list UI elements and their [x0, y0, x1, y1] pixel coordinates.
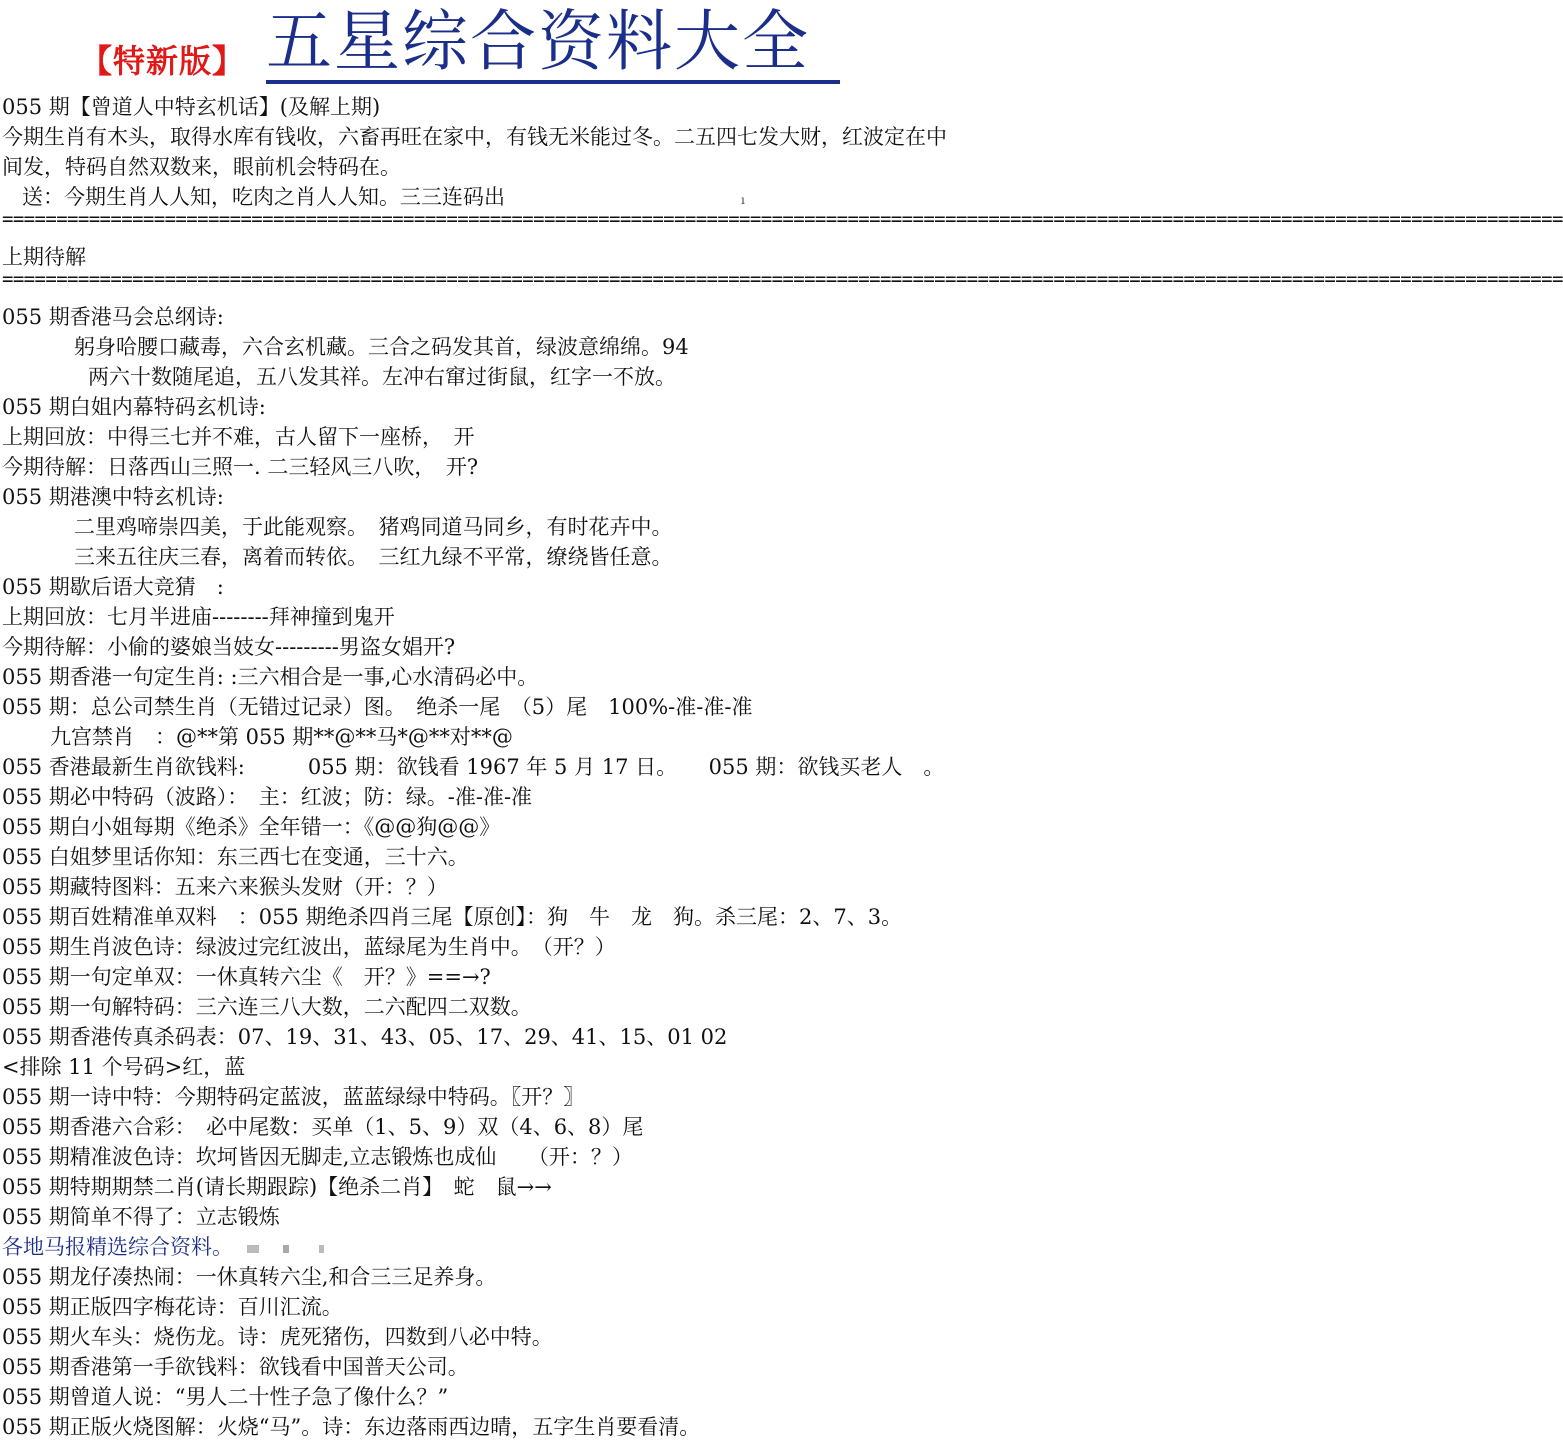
text-line: 055 期白姐内幕特码玄机诗: — [2, 395, 266, 419]
separator-line: ================================================================================================================================================ — [2, 208, 1563, 230]
text-line: 055 期精准波色诗：坎坷皆因无脚走,立志锻炼也成仙 （开：？） — [2, 1145, 633, 1169]
text-line: 055 期正版火烧图解：火烧“马”。诗：东边落雨西边晴，五字生肖要看清。 — [2, 1415, 701, 1439]
text-line: 055 期特期期禁二肖(请长期跟踪)【绝杀二肖】 蛇 鼠→→ — [2, 1175, 552, 1199]
text-line: 055 期白小姐每期《绝杀》全年错一：《@@狗@@》 — [2, 815, 501, 839]
poem-line: 两六十数随尾追，五八发其祥。左冲右窜过街鼠，红字一不放。 — [88, 365, 676, 389]
section-heading-text: 各地马报精选综合资料。 — [2, 1235, 233, 1259]
text-line: 055 期香港传真杀码表：07、19、31、43、05、17、29、41、15、01 02 — [2, 1025, 728, 1049]
edition-label: 【特新版】 — [80, 42, 246, 80]
text-line: 055 期龙仔凑热闹：一休真转六尘,和合三三足养身。 — [2, 1265, 497, 1289]
text-line: 055 期简单不得了：立志锻炼 — [2, 1205, 280, 1229]
text-line: 055 期香港六合彩： 必中尾数：买单（1、5、9）双（4、6、8）尾 — [2, 1115, 644, 1139]
text-line: 055 期正版四字梅花诗：百川汇流。 — [2, 1295, 343, 1319]
poem-line: 二里鸡啼崇四美，于此能观察。 猪鸡同道马同乡，有时花卉中。 — [74, 515, 673, 539]
text-line: 055 期港澳中特玄机诗: — [2, 485, 224, 509]
poem-line: 躬身哈腰口藏毒，六合玄机藏。三合之码发其首，绿波意绵绵。94 — [74, 335, 689, 359]
text-line: <排除 11 个号码>红，蓝 — [2, 1055, 246, 1079]
text-line: 055 期香港马会总纲诗: — [2, 305, 224, 329]
text-line-content: 送：今期生肖人人知，吃肉之肖人人知。三三连码出 — [22, 185, 505, 209]
header — [0, 0, 967, 92]
text-line: 055 期一诗中特：今期特码定蓝波，蓝蓝绿绿中特码。〖开？〗 — [2, 1085, 585, 1109]
text-line: 055 期曾道人说：“男人二十性子急了像什么？” — [2, 1385, 449, 1409]
scan-smudge — [247, 1245, 367, 1253]
text-line: 055 期歇后语大竞猜 : — [2, 575, 224, 599]
text-line: 上期回放：七月半进庙--------拜神撞到鬼开 — [2, 605, 395, 629]
stray-mark: ı — [741, 193, 745, 207]
section-heading: 上期待解 — [2, 245, 86, 269]
separator-line: ================================================================================================================================================ — [2, 268, 1563, 290]
text-line: 055 期火车头：烧伤龙。诗：虎死猪伤，四数到八必中特。 — [2, 1325, 553, 1349]
text-line: 055 期生肖波色诗：绿波过完红波出，蓝绿尾为生肖中。 （开？） — [2, 935, 616, 959]
text-line: 055 期一句解特码：三六连三八大数，二六配四二双数。 — [2, 995, 532, 1019]
page-title: 五星综合资料大全 — [266, 4, 840, 84]
poem-line: 三来五往庆三春，离着而转依。 三红九绿不平常，缭绕皆任意。 — [74, 545, 673, 569]
text-line: 今期待解：日落西山三照一. 二三轻风三八吹， 开? — [2, 455, 479, 479]
text-line: 055 期：总公司禁生肖（无错过记录）图。 绝杀一尾 （5）尾 100%-准-准-准 — [2, 695, 753, 719]
text-line: 今期待解：小偷的婆娘当妓女---------男盗女娼开? — [2, 635, 456, 659]
text-line: 九宫禁肖 ：@**第 055 期**@**马*@**对**@ — [50, 725, 513, 749]
text-line: 055 期必中特码（波路）： 主：红波；防：绿。-准-准-准 — [2, 785, 533, 809]
text-line: 今期生肖有木头，取得水库有钱收，六畜再旺在家中，有钱无米能过冬。二五四七发大财，红波定在中间发，特码自然双数来，眼前机会特码在。 — [2, 125, 947, 179]
text-line: 上期回放：中得三七并不难，古人留下一座桥， 开 — [2, 425, 475, 449]
text-line: 055 期【曾道人中特玄机话】(及解上期) — [2, 95, 381, 119]
text-line: 055 期香港第一手欲钱料：欲钱看中国普天公司。 — [2, 1355, 469, 1379]
text-line: 055 香港最新生肖欲钱料: 055 期：欲钱看 1967 年 5 月 17 日。 055 期：欲钱买老人 。 — [2, 755, 945, 779]
section-heading — [2, 1232, 964, 1262]
document-body — [2, 92, 1563, 1442]
text-line: 055 期一句定单双：一休真转六尘《 开？》==→? — [2, 965, 491, 989]
text-line: 055 白姐梦里话你知：东三西七在变通，三十六。 — [2, 845, 469, 869]
text-line: 055 期百姓精准单双料 ：055 期绝杀四肖三尾【原创】：狗 牛 龙 狗。杀三尾：2、7、3。 — [2, 905, 903, 929]
text-line: 055 期藏特图料：五来六来猴头发财（开：？） — [2, 875, 448, 899]
text-line: 055 期香港一句定生肖: :三六相合是一事,心水清码必中。 — [2, 665, 539, 689]
